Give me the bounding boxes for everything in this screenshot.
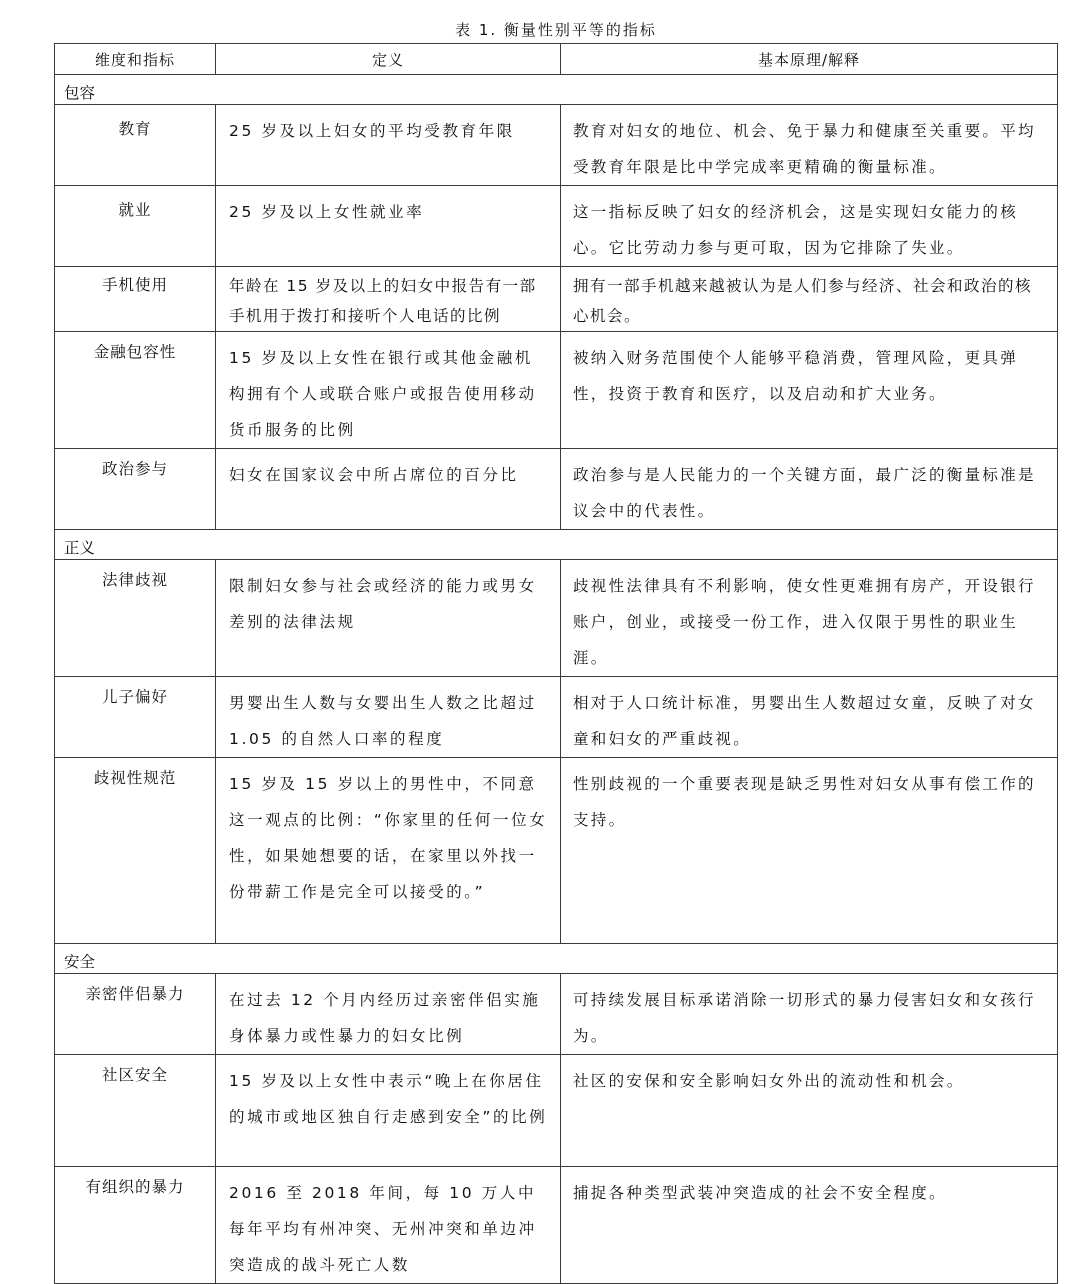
- section-title: 安全: [55, 944, 1058, 974]
- table-row: [55, 677, 1058, 758]
- table-row: [55, 186, 1058, 267]
- explanation-cell: 这一指标反映了妇女的经济机会，这是实现妇女能力的核心。它比劳动力参与更可取，因为它排除了失业。: [561, 186, 1058, 267]
- definition-cell: 15 岁及以上女性中表示“晚上在你居住的城市或地区独自行走感到安全”的比例: [216, 1055, 561, 1167]
- header-explanation: 基本原理/解释: [561, 44, 1058, 75]
- header-definition: 定义: [216, 44, 561, 75]
- indicator-cell: 儿子偏好: [55, 677, 216, 758]
- indicator-cell: 教育: [55, 105, 216, 186]
- explanation-cell: 歧视性法律具有不利影响，使女性更难拥有房产，开设银行账户，创业，或接受一份工作，进入仅限于男性的职业生涯。: [561, 560, 1058, 677]
- definition-cell: 25 岁及以上女性就业率: [216, 186, 561, 267]
- explanation-cell: 拥有一部手机越来越被认为是人们参与经济、社会和政治的核心机会。: [561, 267, 1058, 332]
- indicator-cell: 法律歧视: [55, 560, 216, 677]
- table-row: [55, 449, 1058, 530]
- explanation-cell: 捕捉各种类型武装冲突造成的社会不安全程度。: [561, 1167, 1058, 1284]
- table-row: [55, 758, 1058, 944]
- definition-cell: 15 岁及 15 岁以上的男性中，不同意这一观点的比例：“你家里的任何一位女性，如果她想要的话，在家里以外找一份带薪工作是完全可以接受的。”: [216, 758, 561, 944]
- table-row: [55, 1167, 1058, 1284]
- explanation-cell: 社区的安保和安全影响妇女外出的流动性和机会。: [561, 1055, 1058, 1167]
- indicator-cell: 有组织的暴力: [55, 1167, 216, 1284]
- table-caption: 表 1. 衡量性别平等的指标: [455, 21, 657, 39]
- definition-cell: 限制妇女参与社会或经济的能力或男女差别的法律法规: [216, 560, 561, 677]
- section-title: 正义: [55, 530, 1058, 560]
- indicators-table: [54, 43, 1058, 1284]
- indicator-cell: 亲密伴侣暴力: [55, 974, 216, 1055]
- definition-cell: 在过去 12 个月内经历过亲密伴侣实施身体暴力或性暴力的妇女比例: [216, 974, 561, 1055]
- indicator-cell: 政治参与: [55, 449, 216, 530]
- explanation-cell: 教育对妇女的地位、机会、免于暴力和健康至关重要。平均受教育年限是比中学完成率更精确的衡量标准。: [561, 105, 1058, 186]
- table-row: [55, 560, 1058, 677]
- indicator-cell: 就业: [55, 186, 216, 267]
- section-row: [55, 75, 1058, 105]
- explanation-cell: 相对于人口统计标准，男婴出生人数超过女童，反映了对女童和妇女的严重歧视。: [561, 677, 1058, 758]
- table-row: [55, 1055, 1058, 1167]
- table-row: [55, 267, 1058, 332]
- definition-cell: 25 岁及以上妇女的平均受教育年限: [216, 105, 561, 186]
- section-row: [55, 530, 1058, 560]
- header-dimension: 维度和指标: [55, 44, 216, 75]
- indicator-cell: 社区安全: [55, 1055, 216, 1167]
- indicator-cell: 手机使用: [55, 267, 216, 332]
- definition-cell: 妇女在国家议会中所占席位的百分比: [216, 449, 561, 530]
- definition-cell: 15 岁及以上女性在银行或其他金融机构拥有个人或联合账户或报告使用移动货币服务的比例: [216, 332, 561, 449]
- explanation-cell: 可持续发展目标承诺消除一切形式的暴力侵害妇女和女孩行为。: [561, 974, 1058, 1055]
- table-row: [55, 332, 1058, 449]
- table-row: [55, 105, 1058, 186]
- explanation-cell: 被纳入财务范围使个人能够平稳消费，管理风险，更具弹性，投资于教育和医疗，以及启动和扩大业务。: [561, 332, 1058, 449]
- indicator-cell: 歧视性规范: [55, 758, 216, 944]
- section-row: [55, 944, 1058, 974]
- definition-cell: 2016 至 2018 年间，每 10 万人中每年平均有州冲突、无州冲突和单边冲突造成的战斗死亡人数: [216, 1167, 561, 1284]
- explanation-cell: 政治参与是人民能力的一个关键方面，最广泛的衡量标准是议会中的代表性。: [561, 449, 1058, 530]
- header-row: [55, 44, 1058, 75]
- explanation-cell: 性别歧视的一个重要表现是缺乏男性对妇女从事有偿工作的支持。: [561, 758, 1058, 944]
- indicator-cell: 金融包容性: [55, 332, 216, 449]
- definition-cell: 年龄在 15 岁及以上的妇女中报告有一部手机用于拨打和接听个人电话的比例: [216, 267, 561, 332]
- definition-cell: 男婴出生人数与女婴出生人数之比超过 1.05 的自然人口率的程度: [216, 677, 561, 758]
- section-title: 包容: [55, 75, 1058, 105]
- table-row: [55, 974, 1058, 1055]
